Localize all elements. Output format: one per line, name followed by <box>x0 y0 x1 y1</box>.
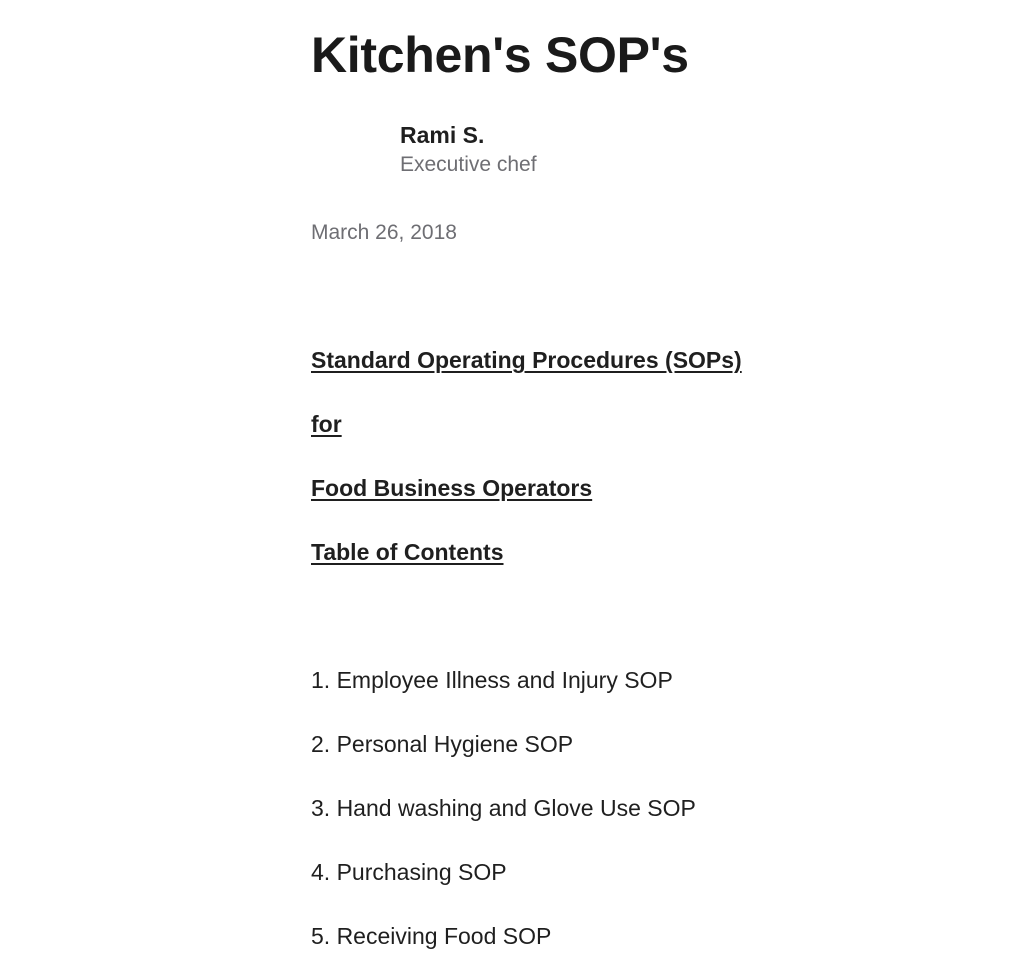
section-heading: Standard Operating Procedures (SOPs) <box>311 347 742 373</box>
toc-item: 5. Receiving Food SOP <box>311 923 552 949</box>
toc-heading: Table of Contents <box>311 539 504 565</box>
toc-item: 4. Purchasing SOP <box>311 859 507 885</box>
avatar[interactable] <box>311 118 371 178</box>
publish-date: March 26, 2018 <box>311 221 457 244</box>
section-heading: Food Business Operators <box>311 475 593 501</box>
author-role: Executive chef <box>400 153 537 176</box>
toc-item: 1. Employee Illness and Injury SOP <box>311 667 673 693</box>
article-title: Kitchen's SOP's <box>311 27 689 83</box>
section-heading: for <box>311 411 342 437</box>
toc-item: 2. Personal Hygiene SOP <box>311 731 574 757</box>
toc-item: 3. Hand washing and Glove Use SOP <box>311 795 696 821</box>
author-block[interactable] <box>311 118 711 188</box>
author-name[interactable]: Rami S. <box>400 122 485 148</box>
